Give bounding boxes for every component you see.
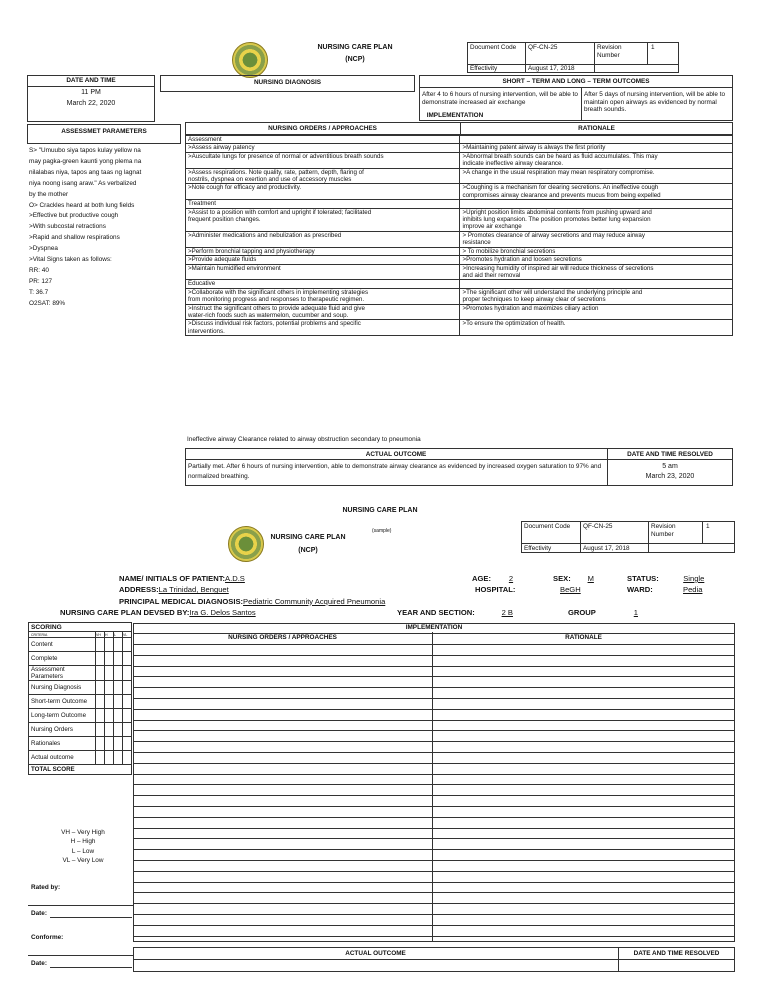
order-row bbox=[186, 239, 733, 246]
score-cell[interactable] bbox=[96, 723, 105, 737]
hospital-label: HOSPITAL: bbox=[475, 585, 516, 595]
legend bbox=[28, 828, 138, 866]
criteria-label: Nursing Diagnosis bbox=[29, 681, 96, 695]
order-row bbox=[186, 208, 733, 216]
rated-by-label: Rated by: bbox=[31, 884, 61, 891]
date-label-1: Date: bbox=[31, 910, 47, 917]
order-row bbox=[186, 216, 733, 223]
diagnosis-text: Ineffective airway Clearance related to airway obstruction secondary to pneumonia bbox=[187, 436, 421, 443]
status-value: Single bbox=[683, 574, 705, 583]
score-row bbox=[29, 723, 132, 737]
actual-outcome-text: Partially met. After 6 hours of nursing intervention, able to demonstrate airway clearance as evidenced by increased oxygen saturation to 97% and normalized breathing. bbox=[188, 463, 602, 480]
order-row bbox=[186, 223, 733, 231]
order-cell bbox=[186, 192, 460, 200]
assessment-text bbox=[29, 146, 181, 310]
implementation-row-line bbox=[134, 838, 734, 839]
implementation-row-line bbox=[134, 666, 734, 667]
devised-label: NURSING CARE PLAN DEVSED BY: bbox=[60, 608, 190, 617]
score-cell[interactable] bbox=[123, 638, 132, 652]
rationale-cell: and aid their removal bbox=[460, 272, 733, 279]
legend-item: H – High bbox=[70, 838, 96, 846]
implementation-row-line bbox=[134, 903, 734, 904]
implementation-row-line bbox=[134, 817, 734, 818]
scoring-table bbox=[28, 622, 132, 775]
implementation-grid bbox=[133, 623, 735, 942]
doc-code-label: Document Code bbox=[470, 44, 517, 51]
score-cell[interactable] bbox=[123, 666, 132, 681]
implementation-label: IMPLEMENTATION bbox=[426, 112, 484, 119]
date-time-label: DATE AND TIME bbox=[66, 77, 116, 84]
implementation-row-line bbox=[134, 644, 734, 645]
score-cell[interactable] bbox=[105, 737, 114, 751]
rationale-cell: indicate ineffective airway clearance. bbox=[460, 160, 733, 168]
score-cell[interactable] bbox=[105, 709, 114, 723]
assessment-line: S> "Umuubo siya tapos kulay yellow na bbox=[29, 147, 141, 154]
implementation-row-line bbox=[134, 763, 734, 764]
order-row bbox=[186, 231, 733, 239]
order-cell bbox=[186, 223, 460, 231]
rationale-cell bbox=[460, 328, 733, 335]
score-cell[interactable] bbox=[96, 652, 105, 666]
date-value: March 22, 2020 bbox=[66, 100, 116, 107]
score-cell[interactable] bbox=[114, 666, 123, 681]
orders-label: NURSING ORDERS / APPROACHES bbox=[268, 125, 377, 132]
score-cell[interactable] bbox=[105, 723, 114, 737]
order-cell: >Assess respirations. Note quality, rate, pattern, depth, flaring of bbox=[186, 168, 460, 176]
order-row bbox=[186, 256, 733, 264]
score-cell[interactable] bbox=[123, 681, 132, 695]
assessment-line: >With subcostal retractions bbox=[29, 223, 106, 231]
doc-effectivity-label: Effectivity bbox=[470, 65, 498, 72]
order-row bbox=[186, 320, 733, 328]
implementation-row-line bbox=[134, 936, 734, 937]
order-cell bbox=[186, 335, 460, 336]
conforme-label: Conforme: bbox=[31, 934, 64, 941]
implementation-row-line bbox=[134, 655, 734, 656]
year-label: YEAR AND SECTION: bbox=[397, 608, 475, 617]
implementation-row-line bbox=[134, 925, 734, 926]
score-cell[interactable] bbox=[105, 681, 114, 695]
school-seal-logo bbox=[228, 526, 264, 562]
criteria-header: CRITERIA bbox=[29, 632, 96, 638]
rationale-label: RATIONALE bbox=[578, 125, 615, 132]
rationale-cell bbox=[460, 312, 733, 320]
implementation-row-line bbox=[134, 687, 734, 688]
assessment-line: nilalabas niya, tapos ang taas ng lagnat bbox=[29, 168, 142, 176]
implementation-row-line bbox=[134, 709, 734, 710]
rationale-cell: > Promotes clearance of airway secretions and may reduce airway bbox=[460, 231, 733, 239]
score-cell[interactable] bbox=[114, 681, 123, 695]
implementation-row-line bbox=[134, 784, 734, 785]
rationale-cell bbox=[460, 200, 733, 208]
score-row bbox=[29, 737, 132, 751]
doc2-code-label: Document Code bbox=[524, 523, 571, 530]
assessment-line: may pagka-green kaunti yong plema na bbox=[29, 157, 142, 165]
score-cell[interactable] bbox=[114, 638, 123, 652]
score-cell[interactable] bbox=[96, 751, 105, 765]
order-cell: >Auscultate lungs for presence of normal or adventitious breath sounds bbox=[186, 152, 460, 160]
assessment-line: PR: 127 bbox=[29, 277, 53, 285]
score-cell[interactable] bbox=[114, 737, 123, 751]
order-cell: >Perform bronchial tapping and physiotherapy bbox=[186, 247, 460, 255]
implementation-row-line bbox=[134, 774, 734, 775]
order-cell: nostrils, dyspnea on exertion and use of accessory muscles bbox=[186, 176, 460, 184]
order-cell: >Maintain humidified environment bbox=[186, 264, 460, 272]
score-row bbox=[29, 638, 132, 652]
doc-revision-label: Revision Number bbox=[597, 44, 622, 59]
order-cell: >Administer medications and nebulization as prescribed bbox=[186, 231, 460, 239]
score-row bbox=[29, 652, 132, 666]
doc2-code-value: QF-CN-25 bbox=[583, 523, 613, 530]
score-col: H bbox=[105, 632, 114, 638]
rationale-cell: >A change in the usual respiration may mean respiratory compromise. bbox=[460, 168, 733, 176]
doc2-effectivity-value: August 17, 2018 bbox=[583, 545, 630, 552]
order-row bbox=[186, 247, 733, 255]
implementation-row-line bbox=[134, 914, 734, 915]
hospital-value: BeGH bbox=[560, 585, 581, 595]
order-cell: Treatment bbox=[186, 200, 460, 208]
order-row bbox=[186, 280, 733, 288]
score-cell[interactable] bbox=[105, 751, 114, 765]
score-cell[interactable] bbox=[96, 681, 105, 695]
order-row bbox=[186, 304, 733, 312]
orders-label-2: NURSING ORDERS / APPROACHES bbox=[228, 634, 337, 641]
order-cell: from monitoring progress and responses to therapeutic regimen. bbox=[186, 296, 460, 304]
rationale-cell: >Coughing is a mechanism for clearing secretions. An ineffective cough bbox=[460, 184, 733, 192]
score-cell[interactable] bbox=[105, 695, 114, 709]
criteria-label: Complete bbox=[29, 652, 96, 666]
time-value: 11 PM bbox=[81, 89, 101, 96]
score-cell[interactable] bbox=[114, 695, 123, 709]
outcomes-label: SHORT – TERM AND LONG – TERM OUTCOMES bbox=[502, 78, 650, 85]
resolved-date: March 23, 2020 bbox=[645, 473, 695, 480]
order-row bbox=[186, 296, 733, 304]
implementation-label-2: IMPLEMENTATION bbox=[405, 624, 463, 631]
criteria-label: Long-term Outcome bbox=[29, 709, 96, 723]
score-row bbox=[29, 709, 132, 723]
nursing-diagnosis-label: NURSING DIAGNOSIS bbox=[253, 79, 322, 86]
score-cell[interactable] bbox=[123, 737, 132, 751]
score-cell[interactable] bbox=[123, 751, 132, 765]
devised-value: Ira G. Delos Santos bbox=[189, 608, 256, 617]
implementation-row-line bbox=[134, 752, 734, 753]
page2-tiny-note: (sample) bbox=[372, 528, 392, 534]
criteria-label: Assessment Parameters bbox=[29, 666, 96, 681]
assessment-line: >Vital Signs taken as follows: bbox=[29, 256, 112, 264]
score-row bbox=[29, 666, 132, 681]
score-row bbox=[29, 681, 132, 695]
long-term-outcome: After 5 days of nursing intervention, will be able to maintain open airways as evidenced by normal breath sounds. bbox=[584, 91, 726, 114]
score-col: L bbox=[114, 632, 123, 638]
doc-effectivity-value: August 17, 2018 bbox=[528, 65, 575, 72]
legend-item: VL – Very Low bbox=[62, 857, 104, 865]
ward-label: WARD: bbox=[627, 585, 653, 595]
rationale-cell: compromises airway clearance and prevents mucus from being expelled bbox=[460, 192, 733, 200]
score-cell[interactable] bbox=[114, 751, 123, 765]
score-cell[interactable] bbox=[96, 737, 105, 751]
age-value: 2 bbox=[508, 574, 514, 583]
page2-title: NURSING CARE PLAN bbox=[270, 534, 346, 541]
rationale-label-2: RATIONALE bbox=[565, 634, 602, 641]
assessment-line: by the mother bbox=[29, 190, 69, 198]
order-row bbox=[186, 184, 733, 192]
assessment-line: O2SAT: 89% bbox=[29, 299, 66, 307]
order-row bbox=[186, 192, 733, 200]
rationale-cell: inhibits lung expansion. The position promotes better lung expansion bbox=[460, 216, 733, 223]
doc2-revision-value: 1 bbox=[706, 523, 710, 530]
implementation-row-line bbox=[134, 871, 734, 872]
legend-item: L – Low bbox=[71, 847, 95, 855]
rationale-cell bbox=[460, 176, 733, 184]
ward-value: Pedia bbox=[683, 585, 703, 595]
rationale-cell: proper techniques to keep airway clear of secretions bbox=[460, 296, 733, 304]
page1-title: NURSING CARE PLAN bbox=[317, 44, 393, 51]
score-cell[interactable] bbox=[123, 723, 132, 737]
assessment-line: >Dyspnea bbox=[29, 245, 58, 253]
resolved-label-2: DATE AND TIME RESOLVED bbox=[633, 950, 720, 957]
date-label-2: Date: bbox=[31, 960, 47, 967]
order-cell: >Assess airway patency bbox=[186, 144, 460, 152]
score-cell[interactable] bbox=[96, 666, 105, 681]
short-term-outcome: After 4 to 6 hours of nursing intervention, will be able to demonstrate increased air exchange bbox=[422, 91, 578, 106]
actual-outcome-label: ACTUAL OUTCOME bbox=[365, 451, 427, 458]
order-row bbox=[186, 288, 733, 296]
order-row bbox=[186, 200, 733, 208]
order-row bbox=[186, 272, 733, 279]
order-row bbox=[186, 144, 733, 152]
doc-revision-value: 1 bbox=[651, 44, 655, 51]
rationale-cell: >Maintaining patent airway is always the first priority bbox=[460, 144, 733, 152]
criteria-label: Short-term Outcome bbox=[29, 695, 96, 709]
sex-label: SEX: bbox=[553, 574, 571, 583]
resolved-label: DATE AND TIME RESOLVED bbox=[627, 451, 713, 458]
rationale-cell: >Upright position limits abdominal contents from pushing upward and bbox=[460, 208, 733, 216]
status-label: STATUS: bbox=[627, 574, 659, 583]
order-row bbox=[186, 160, 733, 168]
rationale-cell bbox=[460, 335, 733, 336]
score-cell[interactable] bbox=[123, 695, 132, 709]
criteria-label: Actual outcome bbox=[29, 751, 96, 765]
address-label: ADDRESS: bbox=[119, 585, 159, 595]
page1-subtitle: (NCP) bbox=[345, 56, 365, 63]
score-col: VL bbox=[123, 632, 132, 638]
scoring-label: SCORING bbox=[29, 623, 132, 632]
rationale-cell bbox=[460, 136, 733, 144]
order-row bbox=[186, 168, 733, 176]
score-cell[interactable] bbox=[105, 638, 114, 652]
implementation-row-line bbox=[134, 806, 734, 807]
order-cell: Assessment bbox=[186, 136, 460, 144]
school-seal-logo bbox=[232, 42, 268, 78]
order-cell bbox=[186, 239, 460, 246]
actual-outcome-label-2: ACTUAL OUTCOME bbox=[345, 950, 406, 957]
rationale-cell: >Abnormal breath sounds can be heard as fluid accumulates. This may bbox=[460, 152, 733, 160]
page2-subtitle: (NCP) bbox=[298, 547, 318, 554]
implementation-row-line bbox=[134, 741, 734, 742]
resolved-time: 5 am bbox=[662, 463, 678, 470]
order-row bbox=[186, 176, 733, 184]
order-cell: >Provide adequate fluids bbox=[186, 256, 460, 264]
group-label: GROUP bbox=[568, 608, 596, 617]
score-cell[interactable] bbox=[96, 695, 105, 709]
score-cell[interactable] bbox=[105, 652, 114, 666]
score-cell[interactable] bbox=[123, 652, 132, 666]
implementation-row-line bbox=[134, 892, 734, 893]
rationale-cell: >The significant other will understand the underlying principle and bbox=[460, 288, 733, 296]
score-col: VH bbox=[96, 632, 105, 638]
assessment-line: >Rapid and shallow respirations bbox=[29, 234, 120, 242]
rationale-cell: resistance bbox=[460, 239, 733, 246]
criteria-label: Rationales bbox=[29, 737, 96, 751]
rationale-cell: >To ensure the optimization of health. bbox=[460, 320, 733, 328]
order-cell: >Collaborate with the significant others in implementing strategies bbox=[186, 288, 460, 296]
order-row bbox=[186, 335, 733, 336]
assessment-line: niya noong isang araw." As verbalized bbox=[29, 179, 137, 187]
order-row bbox=[186, 328, 733, 335]
implementation-row-line bbox=[134, 828, 734, 829]
orders-rationale-table bbox=[185, 135, 733, 336]
year-value: 2 B bbox=[501, 608, 513, 617]
implementation-row-line bbox=[134, 849, 734, 850]
doc2-effectivity-label: Effectivity bbox=[524, 545, 552, 552]
score-cell[interactable] bbox=[96, 638, 105, 652]
implementation-row-line bbox=[134, 795, 734, 796]
order-cell bbox=[186, 272, 460, 279]
order-row bbox=[186, 264, 733, 272]
implementation-row-line bbox=[134, 730, 734, 731]
score-cell[interactable] bbox=[123, 709, 132, 723]
implementation-row-line bbox=[134, 882, 734, 883]
order-cell: >Assist to a position with comfort and upright if tolerated; facilitated bbox=[186, 208, 460, 216]
order-cell: >Note cough for efficacy and productivity. bbox=[186, 184, 460, 192]
legend-item: VH – Very High bbox=[61, 829, 105, 836]
diagnosis-value: Pediatric Community Acquired Pneumonia bbox=[243, 596, 386, 606]
implementation-row-line bbox=[134, 860, 734, 861]
rationale-cell: > To mobilize bronchial secretions bbox=[460, 247, 733, 255]
score-cell[interactable] bbox=[96, 709, 105, 723]
score-cell[interactable] bbox=[105, 666, 114, 681]
age-label: AGE: bbox=[472, 574, 491, 583]
order-cell: Educative bbox=[186, 280, 460, 288]
order-cell bbox=[186, 160, 460, 168]
rationale-cell: improve air exchange bbox=[460, 223, 733, 231]
implementation-row-line bbox=[134, 698, 734, 699]
devised-line bbox=[60, 607, 740, 618]
group-value: 1 bbox=[633, 608, 638, 617]
page2-top-title: NURSING CARE PLAN bbox=[342, 507, 418, 514]
score-cell[interactable] bbox=[114, 652, 123, 666]
rationale-cell bbox=[460, 280, 733, 288]
criteria-label: Content bbox=[29, 638, 96, 652]
order-cell: >Instruct the significant others to provide adequate fluid and give bbox=[186, 304, 460, 312]
patient-info bbox=[119, 573, 739, 607]
order-row bbox=[186, 136, 733, 144]
doc2-revision-label: Revision Number bbox=[651, 523, 676, 538]
order-row bbox=[186, 152, 733, 160]
name-value: A.D.S bbox=[225, 574, 245, 583]
doc-code-value: QF-CN-25 bbox=[528, 44, 558, 51]
order-cell: water-rich foods such as watermelon, cucumber and soup. bbox=[186, 312, 460, 320]
order-row bbox=[186, 312, 733, 320]
assessment-line: T: 36.7 bbox=[29, 288, 49, 296]
order-cell: frequent position changes. bbox=[186, 216, 460, 223]
score-cell[interactable] bbox=[114, 709, 123, 723]
implementation-row-line bbox=[134, 676, 734, 677]
rationale-cell: >Promotes hydration and loosen secretions bbox=[460, 256, 733, 264]
sex-value: M bbox=[587, 574, 594, 583]
criteria-label: Nursing Orders bbox=[29, 723, 96, 737]
implementation-row-line bbox=[134, 720, 734, 721]
score-row bbox=[29, 751, 132, 765]
assessment-parameters-label: ASSESSMET PARAMETERS bbox=[61, 128, 147, 135]
address-value: La Trinidad, Benguet bbox=[158, 585, 229, 595]
assessment-line: O> Crackles heard at both lung fields bbox=[29, 201, 135, 209]
score-cell[interactable] bbox=[114, 723, 123, 737]
rationale-cell: >Promotes hydration and maximizes ciliary action bbox=[460, 304, 733, 312]
score-row bbox=[29, 695, 132, 709]
total-score: TOTAL SCORE bbox=[29, 765, 132, 775]
rationale-cell: >Increasing humidity of inspired air will reduce thickness of secretions bbox=[460, 264, 733, 272]
assessment-line: RR: 40 bbox=[29, 266, 49, 274]
diagnosis-label: PRINCIPAL MEDICAL DIAGNOSIS: bbox=[119, 596, 244, 606]
name-label: NAME/ INITIALS OF PATIENT: bbox=[119, 574, 226, 583]
order-cell: >Discuss individual risk factors, potential problems and specific bbox=[186, 320, 460, 328]
assessment-line: >Effective but productive cough bbox=[29, 212, 119, 220]
order-cell: interventions. bbox=[186, 328, 460, 335]
